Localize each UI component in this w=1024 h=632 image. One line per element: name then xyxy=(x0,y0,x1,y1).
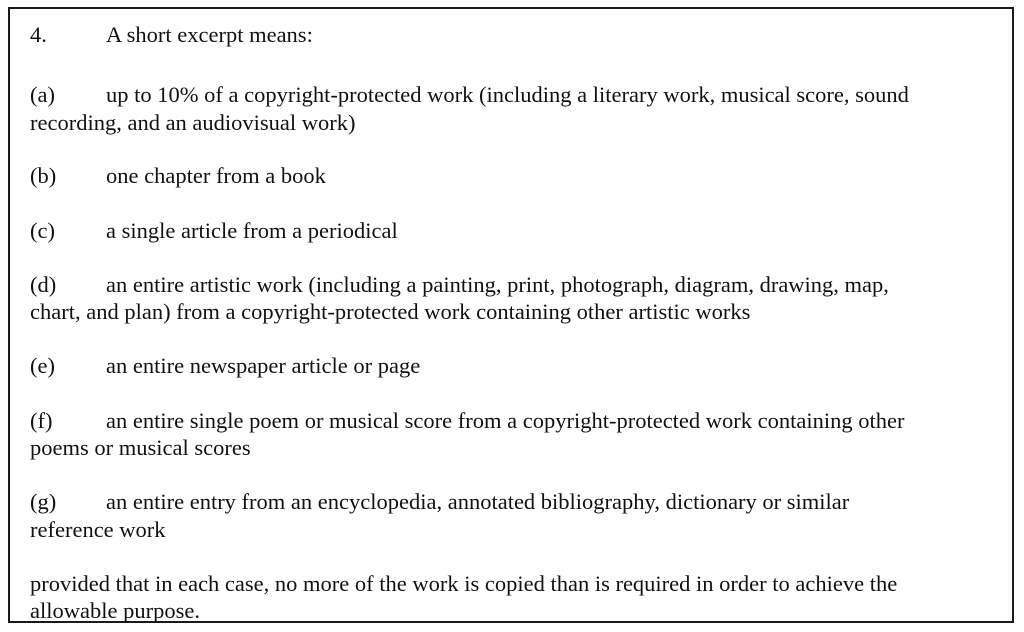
item-a-continuation: recording, and an audiovisual work) xyxy=(30,110,356,135)
clause-number: 4. xyxy=(30,22,47,47)
item-f-continuation: poems or musical scores xyxy=(30,435,251,460)
item-g-continuation: reference work xyxy=(30,517,166,542)
item-f-marker: (f) xyxy=(30,408,53,433)
item-g xyxy=(30,488,849,515)
item-f-text: an entire single poem or musical score from a copyright-protected work containing other xyxy=(106,408,905,433)
proviso: provided that in each case, no more of the work is copied than is required in order to achieve the xyxy=(30,571,898,596)
item-c-marker: (c) xyxy=(30,218,55,243)
item-g-text: an entire entry from an encyclopedia, annotated bibliography, dictionary or similar xyxy=(106,489,850,514)
item-b-text: one chapter from a book xyxy=(106,163,326,188)
clause-heading-text: A short excerpt means: xyxy=(106,22,313,47)
item-e xyxy=(30,352,420,379)
item-f xyxy=(30,407,905,434)
proviso-continuation: allowable purpose. xyxy=(30,598,200,623)
item-b xyxy=(30,162,326,189)
item-c-text: a single article from a periodical xyxy=(106,218,398,243)
document-frame xyxy=(8,7,1014,623)
item-d-marker: (d) xyxy=(30,272,57,297)
item-a xyxy=(30,81,909,108)
item-d-continuation: chart, and plan) from a copyright-protected work containing other artistic works xyxy=(30,299,751,324)
item-d xyxy=(30,271,889,298)
item-a-marker: (a) xyxy=(30,82,55,107)
item-d-text: an entire artistic work (including a painting, print, photograph, diagram, drawing, map, xyxy=(106,272,889,297)
clause-heading xyxy=(30,21,313,48)
item-e-text: an entire newspaper article or page xyxy=(106,353,421,378)
item-a-text: up to 10% of a copyright-protected work (including a literary work, musical score, sound xyxy=(106,82,909,107)
item-g-marker: (g) xyxy=(30,489,57,514)
item-e-marker: (e) xyxy=(30,353,55,378)
item-c xyxy=(30,217,398,244)
item-b-marker: (b) xyxy=(30,163,57,188)
